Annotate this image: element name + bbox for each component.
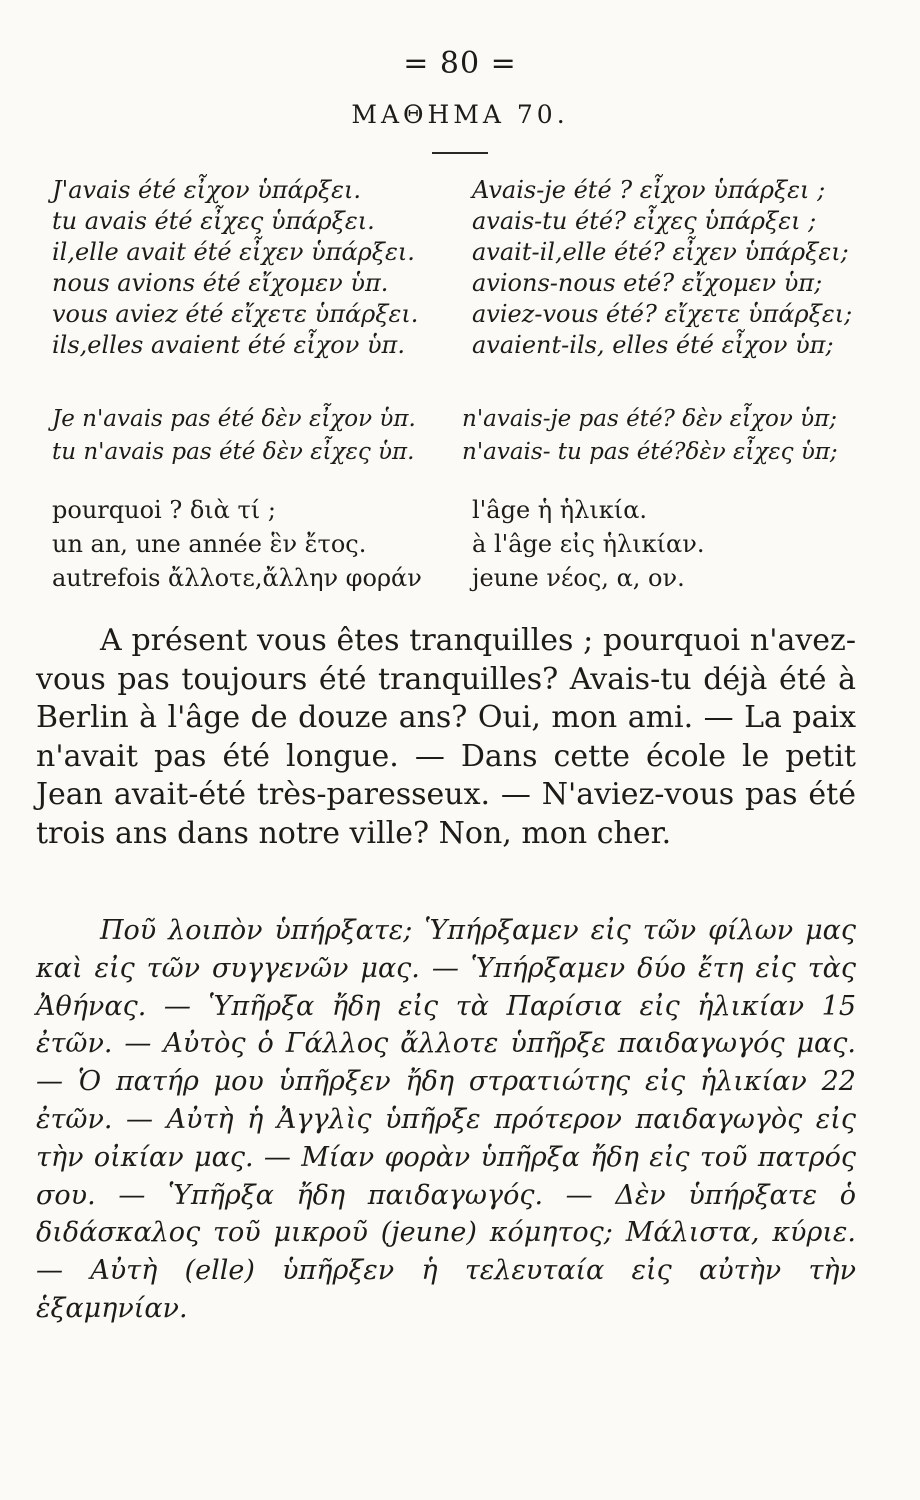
interrogative-form: Avais-je été ? εἶχον ὑπάρξει ; <box>472 176 826 204</box>
vocabulary-row <box>52 530 852 564</box>
affirmative-form: nous avions été εἴχομεν ὑπ. <box>52 269 389 297</box>
affirmative-form: tu avais été εἶχες ὑπάρξει. <box>52 207 375 235</box>
french-exercise-paragraph: A présent vous êtes tranquilles ; pourquoi n'avez-vous pas toujours été tranquilles? Avais-tu déjà été à Berlin à l'âge de douze ans? Oui, mon ami. — La paix n'avait pas été longue. — Dans cette école le petit Jean avait-été très-paresseux. — N'aviez-vous pas été trois ans dans notre ville? Non, mon cher. <box>36 623 856 851</box>
negative-table <box>52 406 852 472</box>
vocabulary-list <box>52 496 852 598</box>
vocabulary-row <box>52 496 852 530</box>
vocabulary-entry: l'âge ἡ ἡλικία. <box>472 496 648 524</box>
conjugation-row <box>52 331 852 362</box>
vocabulary-row <box>52 564 852 598</box>
conjugation-row <box>52 207 852 238</box>
conjugation-row <box>52 238 852 269</box>
affirmative-form: vous aviez été εἴχετε ὑπάρξει. <box>52 300 419 328</box>
conjugation-row <box>52 300 852 331</box>
greek-exercise-paragraph: Ποῦ λοιπὸν ὑπήρξατε; Ὑπήρξαμεν εἰς τῶν φίλων μας καὶ εἰς τῶν συγγενῶν μας. — Ὑπήρξαμεν δύο ἔτη εἰς τὰς Ἀθήνας. — Ὑπῆρξα ἤδη εἰς τὰ Παρίσια εἰς ἡλικίαν 15 ἐτῶν. — Αὐτὸς ὁ Γάλλος ἄλλοτε ὑπῆρξε παιδαγωγός μας. — Ὁ πατήρ μου ὑπῆρξεν ἤδη στρατιώτης εἰς ἡλικίαν 22 ἐτῶν. — Αὐτὴ ἡ Ἀγγλὶς ὑπῆρξε πρότερον παιδαγωγὸς εἰς τὴν οἰκίαν μας. — Μίαν φορὰν ὑπῆρξα ἤδη εἰς τοῦ πατρός σου. — Ὑπῆρξα ἤδη παιδαγωγός. — Δὲν ὑπήρξατε ὁ διδάσκαλος τοῦ μικροῦ (jeune) κόμητος; Μάλιστα, κύριε. — Αὐτὴ (elle) ὑπῆρξεν ἡ τελευταία εἰς αὐτὴν τὴν ἑξαμηνίαν. <box>36 915 856 1324</box>
negative-row <box>52 439 852 472</box>
negative-question-form: n'avais- tu pas été?δὲν εἶχες ὑπ; <box>462 439 838 465</box>
vocabulary-entry: pourquoi ? διὰ τί ; <box>52 496 276 524</box>
conjugation-row <box>52 269 852 300</box>
negative-question-form: n'avais-je pas été? δὲν εἶχον ὑπ; <box>462 406 837 432</box>
vocabulary-entry: jeune νέος, α, ον. <box>472 564 685 592</box>
vocabulary-entry: autrefois ἄλλοτε,ἄλλην φοράν <box>52 564 422 592</box>
page-number: = 80 = <box>403 46 517 81</box>
vocabulary-entry: un an, une année ἓν ἔτος. <box>52 530 367 558</box>
affirmative-form: il,elle avait été εἶχεν ὑπάρξει. <box>52 238 415 266</box>
interrogative-form: avaient-ils, elles été εἶχον ὑπ; <box>472 331 834 359</box>
conjugation-row <box>52 176 852 207</box>
interrogative-form: avait-il,elle été? εἶχεν ὑπάρξει; <box>472 238 849 266</box>
interrogative-form: aviez-vous été? εἴχετε ὑπάρξει; <box>472 300 853 328</box>
interrogative-form: avions-nous eté? εἴχομεν ὑπ; <box>472 269 823 297</box>
negative-form: Je n'avais pas été δὲν εἶχον ὑπ. <box>52 406 416 432</box>
affirmative-form: J'avais été εἶχον ὑπάρξει. <box>52 176 362 204</box>
interrogative-form: avais-tu été? εἶχες ὑπάρξει ; <box>472 207 817 235</box>
title-divider <box>432 152 488 154</box>
lesson-title: ΜΑΘΗΜΑ 70. <box>351 100 569 129</box>
conjugation-table <box>52 176 852 362</box>
vocabulary-entry: à l'âge εἰς ἡλικίαν. <box>472 530 705 558</box>
affirmative-form: ils,elles avaient été εἶχον ὑπ. <box>52 331 405 359</box>
negative-row <box>52 406 852 439</box>
negative-form: tu n'avais pas été δὲν εἶχες ὑπ. <box>52 439 415 465</box>
